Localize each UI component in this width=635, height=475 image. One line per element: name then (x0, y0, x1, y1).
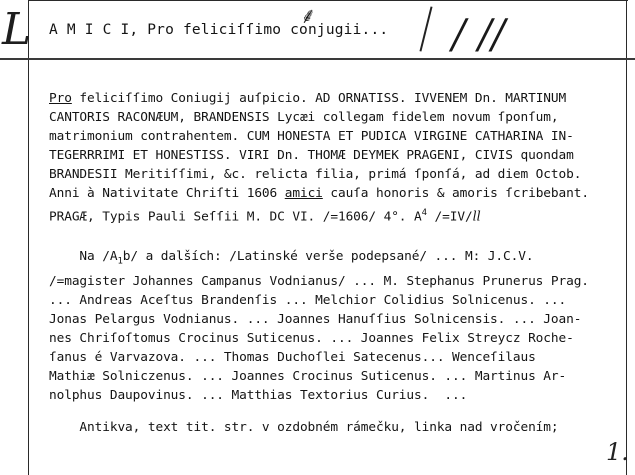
leaf-subscript: 1 (117, 256, 123, 267)
title-line-2: CANTORIS RACONÆUM, BRANDENSIS Lycæi collegam fidelem novum ſponſum, (49, 110, 559, 126)
handwritten-note: ll (472, 208, 481, 224)
card-left-border (28, 0, 29, 475)
imprint-tail: /=IV/ (426, 208, 473, 224)
heading-rule (0, 58, 635, 60)
verses-line-3: ... Andreas Aceſtus Brandenſis ... Melchior Colidius Solnicenus. ... (49, 292, 567, 308)
underlined-pro: Pro (49, 91, 72, 106)
signature-superscript: 4 (421, 207, 427, 218)
verses-line-2: /=magister Johannes Campanus Vodnianus/ ... M. Stephanus Prunerus Prag. (49, 273, 589, 289)
verses-line-8: nolphus Daupovinus. ... Matthias Textorius Curius. ... (49, 388, 468, 404)
card-heading: A M I C I, Pro feliciſſimo conjugii... (49, 22, 389, 38)
card-right-border (626, 0, 627, 475)
title-line-3: matrimonium contrahentem. CUM HONESTA ET PUDICA VIRGINE CATHARINA IN- (49, 129, 574, 145)
verses-line-5: nes Chriſoſtomus Crocinus Suticenus. ... Joannes Felix Streycz Roche- (49, 330, 574, 346)
verses-line-4: Jonas Pelargus Vodnianus. ... Joannes Hanuſſius Solnicensis. ... Joan- (49, 311, 582, 327)
imprint-line: PRAGÆ, Typis Pauli Seſſii M. DC VI. /=1606/ 4°. A (49, 208, 422, 224)
corner-handwritten-mark: / // (452, 12, 506, 58)
title-line-5: BRANDESII Meritiſſimi, &c. relicta filia, primá ſponſá, ad diem Octob. (49, 167, 582, 183)
verses-lead: Na /A (79, 249, 118, 264)
underlined-amici: amici (284, 186, 323, 202)
description-note (49, 418, 559, 437)
heading-scribble: ⸙ (300, 4, 317, 29)
page-number: 1. (606, 438, 629, 466)
verses-transcription (49, 247, 589, 405)
margin-handwritten-mark: L (2, 4, 32, 55)
description-text: Antikva, text tit. str. v ozdobném rámečku, linka nad vročením; (79, 420, 559, 435)
verses-line-7: Mathiæ Solniczenus. ... Joannes Crocinus Suticenus. ... Martinus Ar- (49, 369, 567, 385)
title-line-1-rest: feliciſſimo Coniugij auſpicio. AD ORNATISS. IVVENEM Dn. MARTINUM (71, 91, 567, 106)
title-transcription (49, 89, 589, 226)
verses-line-1: b/ a dalších: /Latinské verše podepsané/ ... M: J.C.V. (122, 249, 534, 264)
verses-line-6: ſanus é Varvazova. ... Thomas Duchoſlei Satecenus... Wenceſilaus (49, 350, 536, 366)
handwritten-slash (419, 6, 432, 51)
title-line-4: TEGERRRIMI ET HONESTISS. VIRI Dn. THOMÆ DEYMEK PRAGENI, CIVIS quondam (49, 148, 574, 164)
card-top-border (28, 0, 628, 1)
title-line-6: Anni à Nativitate Chriſti 1606 amici cauſa honoris & amoris ſcribebant. (49, 186, 589, 202)
